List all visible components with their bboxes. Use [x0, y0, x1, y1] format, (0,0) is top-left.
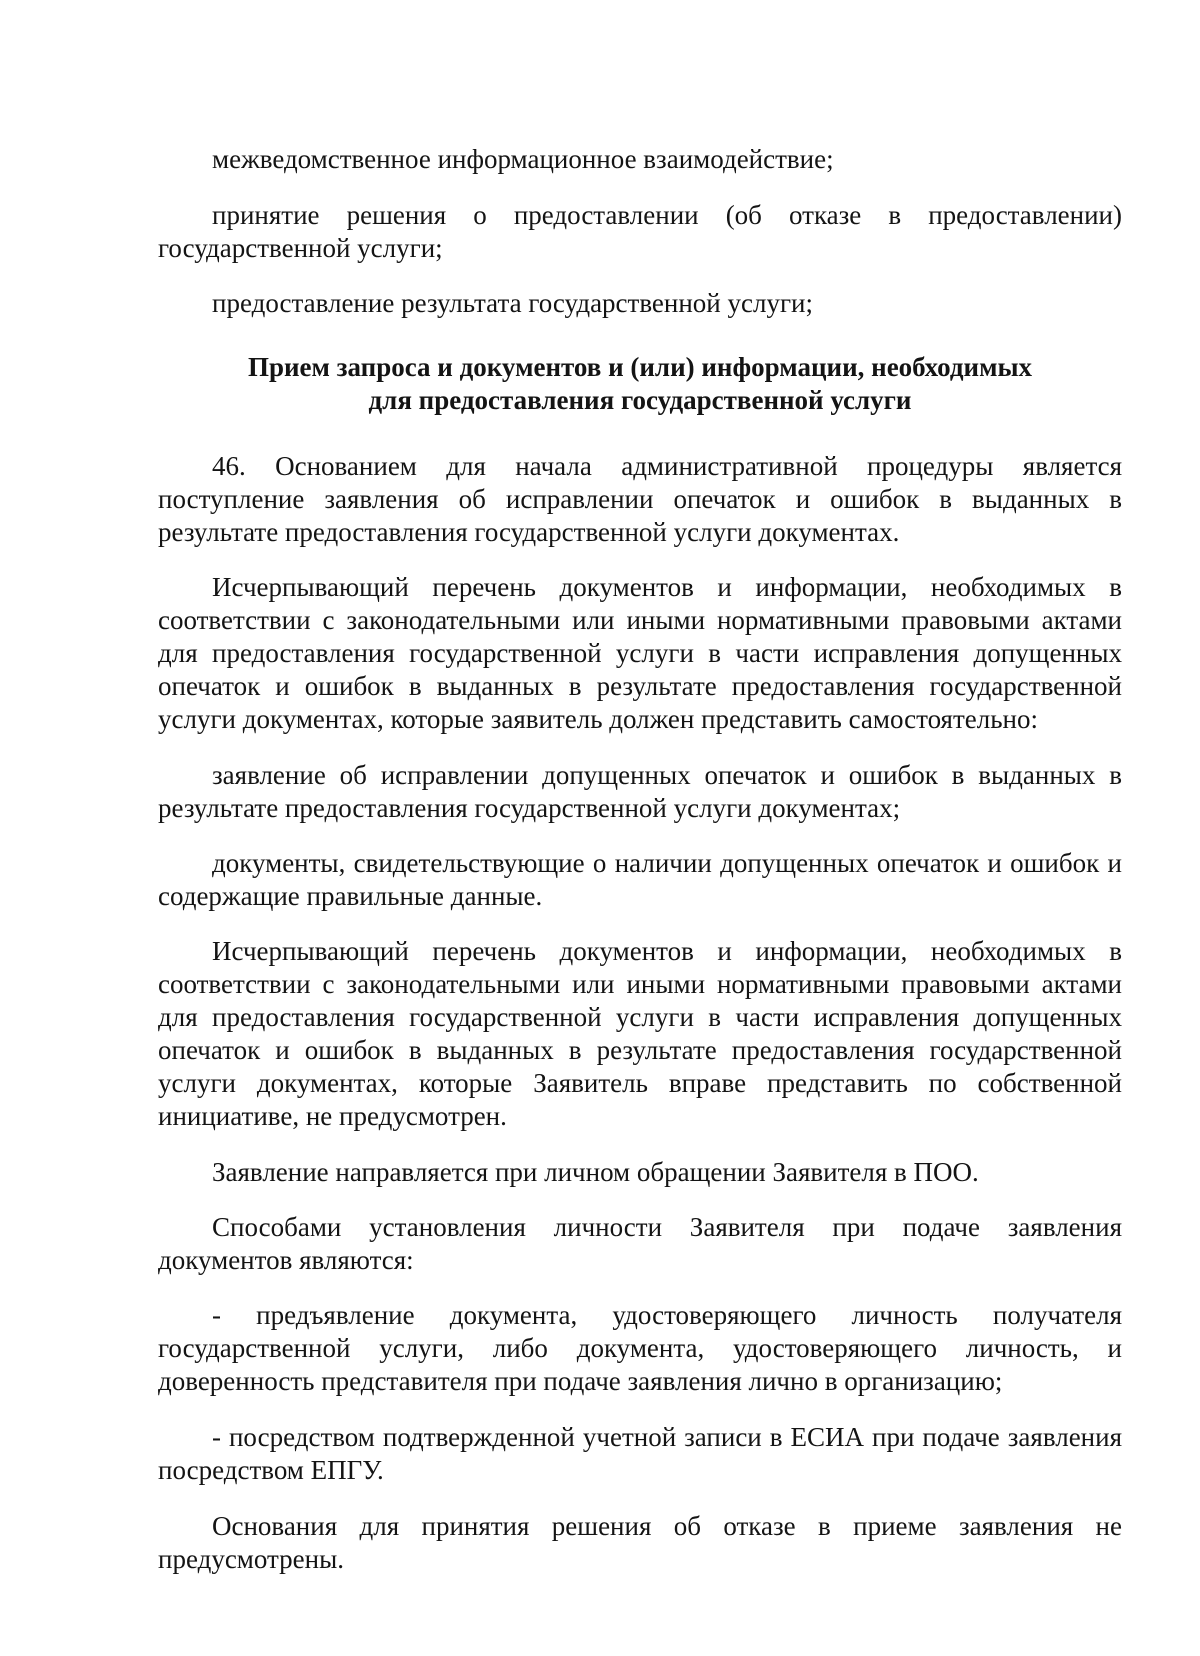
document-content — [158, 143, 1122, 1576]
paragraph-decision: принятие решения о предоставлении (об отказе в предоставлении) государственной услуги; — [158, 200, 1122, 263]
list-item-identity-document: - предъявление документа, удостоверяющего личность получателя государственной услуги, либо документа, удостоверяющего личность, и доверенность представителя при подаче заявления лично в организацию; — [158, 1300, 1122, 1396]
paragraph-refusal-grounds: Основания для принятия решения об отказе в приеме заявления не предусмотрены. — [158, 1511, 1122, 1574]
section-heading — [158, 351, 1122, 417]
paragraph-required-docs: Исчерпывающий перечень документов и информации, необходимых в соответствии с законодательными или иными нормативными правовыми актами для предоставления государственной услуги в части исправления допущенных опечаток и ошибок в выданных в результате предоставления государственной услуги документах, которые заявитель должен представить самостоятельно: — [158, 572, 1122, 734]
paragraph-interagency: межведомственное информационное взаимодействие; — [212, 144, 834, 174]
section-heading-line-2: для предоставления государственной услуги — [368, 385, 912, 415]
paragraph-identity-methods: Способами установления личности Заявителя при подаче заявления документов являются: — [158, 1212, 1122, 1275]
paragraph-evidence-docs: документы, свидетельствующие о наличии допущенных опечаток и ошибок и содержащие правильные данные. — [158, 848, 1122, 911]
paragraph-optional-docs: Исчерпывающий перечень документов и информации, необходимых в соответствии с законодательными или иными нормативными правовыми актами для предоставления государственной услуги в части исправления допущенных опечаток и ошибок в выданных в результате предоставления государственной услуги документах, которые Заявитель вправе представить по собственной инициативе, не предусмотрен. — [158, 936, 1122, 1131]
paragraph-46: 46. Основанием для начала административной процедуры является поступление заявления об исправлении опечаток и ошибок в выданных в результате предоставления государственной услуги документах. — [158, 451, 1122, 547]
paragraph-submission: Заявление направляется при личном обращении Заявителя в ПОО. — [212, 1157, 979, 1187]
paragraph-result: предоставление результата государственной услуги; — [212, 288, 813, 318]
paragraph-application: заявление об исправлении допущенных опечаток и ошибок в выданных в результате предоставления государственной услуги документах; — [158, 760, 1122, 823]
section-heading-line-1: Прием запроса и документов и (или) информации, необходимых — [247, 352, 1033, 382]
list-item-esia: - посредством подтвержденной учетной записи в ЕСИА при подаче заявления посредством ЕПГУ. — [158, 1422, 1122, 1485]
